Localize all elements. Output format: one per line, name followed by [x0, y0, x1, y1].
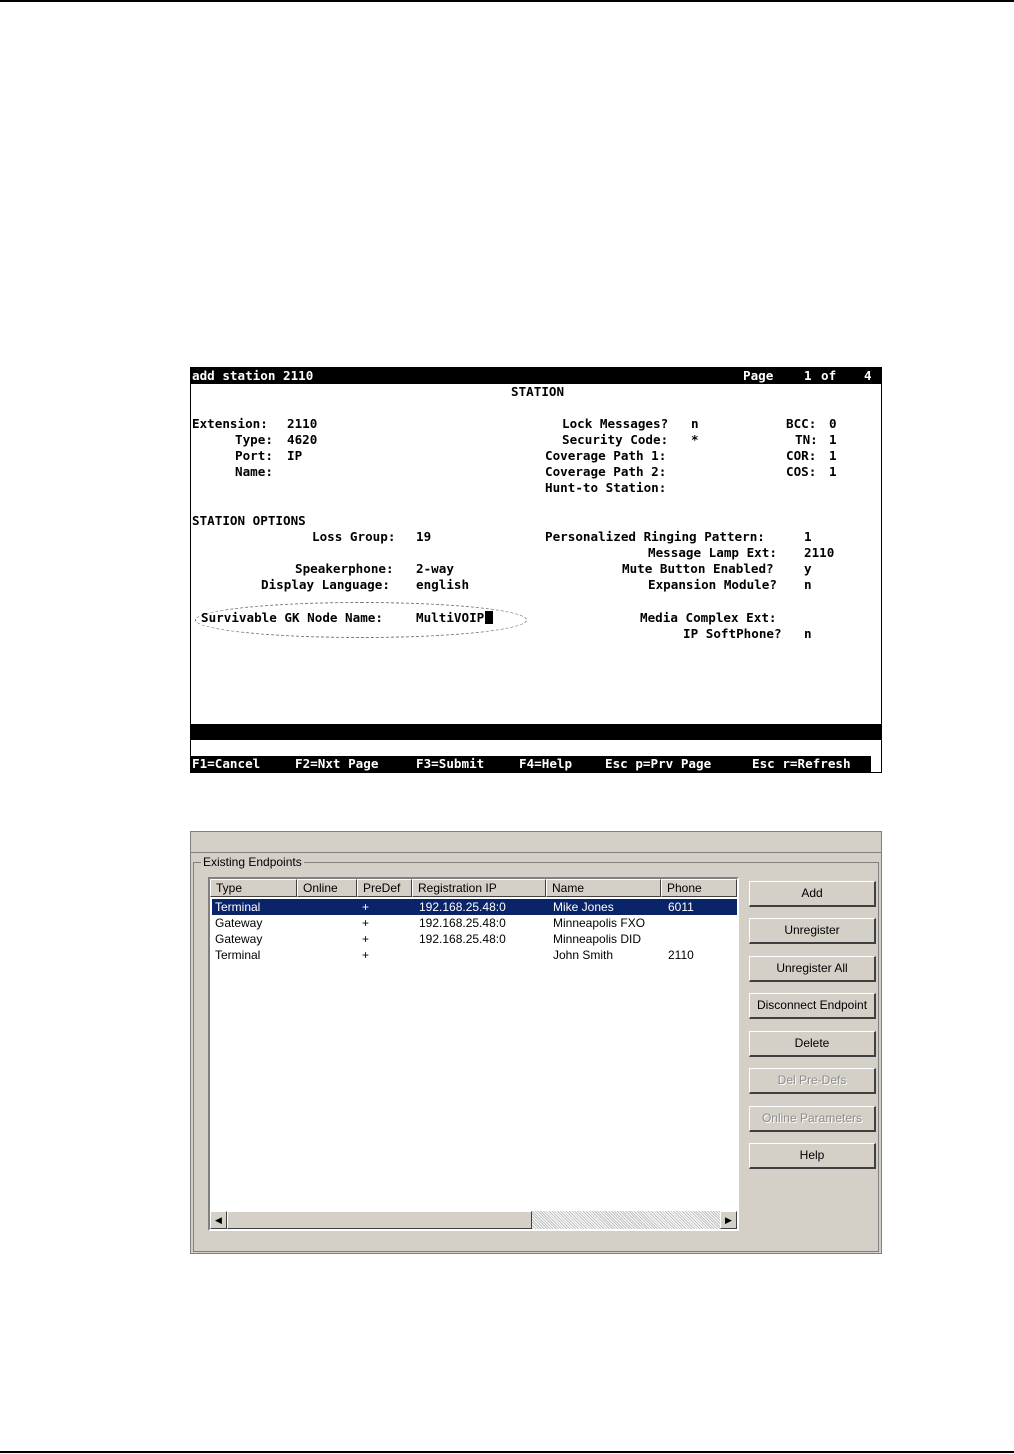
- message-lamp-label: Message Lamp Ext:: [648, 545, 777, 560]
- cell-phone: 2110: [668, 948, 694, 962]
- survivable-gk-field[interactable]: [416, 610, 493, 626]
- arrow-right-icon[interactable]: ▶: [720, 1211, 737, 1229]
- help-button[interactable]: Help: [749, 1143, 876, 1169]
- hunt-to-station-label: Hunt-to Station:: [545, 480, 667, 495]
- page-number: 1: [804, 368, 812, 383]
- security-code-field[interactable]: *: [691, 432, 699, 447]
- loss-group-field[interactable]: 19: [416, 529, 432, 544]
- name-label: Name:: [235, 464, 273, 479]
- cos-field[interactable]: 1: [829, 464, 837, 479]
- terminal-header-bar: [191, 368, 881, 384]
- column-header-type[interactable]: Type: [210, 879, 297, 897]
- mute-button-label: Mute Button Enabled?: [622, 561, 774, 576]
- list-header: [210, 879, 737, 897]
- fkey-submit[interactable]: F3=Submit: [416, 756, 485, 771]
- cor-label: COR:: [786, 448, 817, 463]
- cell-type: Terminal: [215, 948, 261, 962]
- cell-predef: +: [362, 948, 370, 962]
- fkey-refresh[interactable]: Esc r=Refresh: [752, 756, 851, 771]
- port-label: Port:: [235, 448, 273, 463]
- cell-name: Minneapolis FXO: [553, 916, 646, 930]
- column-header-name[interactable]: Name: [546, 879, 661, 897]
- cell-name: Mike Jones: [553, 900, 614, 914]
- table-row[interactable]: [212, 947, 737, 963]
- coverage-path-1-label: Coverage Path 1:: [545, 448, 667, 463]
- fkey-cancel[interactable]: F1=Cancel: [192, 756, 261, 771]
- fkey-prev-page[interactable]: Esc p=Prv Page: [605, 756, 712, 771]
- cell-predef: +: [362, 932, 370, 946]
- type-field[interactable]: 4620: [287, 432, 318, 447]
- table-row[interactable]: [212, 931, 737, 947]
- cell-registration-ip: 192.168.25.48:0: [419, 900, 506, 914]
- fkey-help[interactable]: F4=Help: [519, 756, 573, 771]
- message-lamp-field[interactable]: 2110: [804, 545, 835, 560]
- ringing-pattern-field[interactable]: 1: [804, 529, 812, 544]
- page-of: of: [821, 368, 837, 383]
- function-key-bar: [191, 756, 871, 773]
- cell-type: Gateway: [215, 932, 263, 946]
- cor-field[interactable]: 1: [829, 448, 837, 463]
- del-predefs-button[interactable]: Del Pre-Defs: [749, 1068, 876, 1094]
- cell-phone: 6011: [668, 900, 694, 914]
- endpoints-list[interactable]: [208, 877, 739, 1231]
- delete-button[interactable]: Delete: [749, 1031, 876, 1057]
- tn-field[interactable]: 1: [829, 432, 837, 447]
- cos-label: COS:: [786, 464, 817, 479]
- dialog-separator: [191, 852, 881, 853]
- expansion-module-label: Expansion Module?: [648, 577, 777, 592]
- column-header-phone[interactable]: Phone: [661, 879, 737, 897]
- fkey-next-page[interactable]: F2=Nxt Page: [295, 756, 379, 771]
- table-row[interactable]: [212, 899, 737, 915]
- expansion-module-field[interactable]: n: [804, 577, 812, 592]
- ip-softphone-label: IP SoftPhone?: [683, 626, 782, 641]
- text-cursor: [485, 611, 493, 624]
- disconnect-endpoint-button[interactable]: Disconnect Endpoint: [749, 993, 876, 1019]
- arrow-left-icon[interactable]: ◀: [210, 1211, 227, 1229]
- type-label: Type:: [235, 432, 273, 447]
- port-field[interactable]: IP: [287, 448, 303, 463]
- existing-endpoints-dialog: [190, 831, 882, 1254]
- command-line: add station 2110: [192, 368, 314, 383]
- station-options-heading: STATION OPTIONS: [192, 513, 306, 528]
- bcc-label: BCC:: [786, 416, 817, 431]
- unregister-all-button[interactable]: Unregister All: [749, 956, 876, 982]
- cell-name: John Smith: [553, 948, 614, 962]
- speakerphone-label: Speakerphone:: [295, 561, 394, 576]
- lock-messages-field[interactable]: n: [691, 416, 699, 431]
- loss-group-label: Loss Group:: [312, 529, 396, 544]
- cell-name: Minneapolis DID: [553, 932, 642, 946]
- survivable-gk-value: MultiVOIP: [416, 610, 485, 625]
- extension-field[interactable]: 2110: [287, 416, 318, 431]
- cell-predef: +: [362, 900, 370, 914]
- ringing-pattern-label: Personalized Ringing Pattern:: [545, 529, 765, 544]
- group-label: Existing Endpoints: [203, 855, 302, 869]
- column-header-registration-ip[interactable]: Registration IP: [412, 879, 546, 897]
- scroll-thumb[interactable]: [227, 1211, 532, 1229]
- survivable-gk-label: Survivable GK Node Name:: [201, 610, 383, 625]
- tn-label: TN:: [795, 432, 818, 447]
- media-complex-label: Media Complex Ext:: [640, 610, 777, 625]
- online-parameters-button[interactable]: Online Parameters: [749, 1106, 876, 1132]
- coverage-path-2-label: Coverage Path 2:: [545, 464, 667, 479]
- cell-predef: +: [362, 916, 370, 930]
- display-language-label: Display Language:: [261, 577, 390, 592]
- display-language-field[interactable]: english: [416, 577, 470, 592]
- page-bottom-rule: [0, 1451, 1014, 1453]
- security-code-label: Security Code:: [562, 432, 669, 447]
- cell-type: Terminal: [215, 900, 261, 914]
- table-row[interactable]: [212, 915, 737, 931]
- cell-type: Gateway: [215, 916, 263, 930]
- screen-title: STATION: [511, 384, 565, 399]
- mute-button-field[interactable]: y: [804, 561, 812, 576]
- page-total: 4: [864, 368, 872, 383]
- station-terminal-screen: [190, 367, 882, 773]
- cell-registration-ip: 192.168.25.48:0: [419, 932, 506, 946]
- horizontal-scrollbar[interactable]: [210, 1211, 737, 1229]
- ip-softphone-field[interactable]: n: [804, 626, 812, 641]
- cell-registration-ip: 192.168.25.48:0: [419, 916, 506, 930]
- message-bar: [191, 724, 881, 740]
- page-top-rule: [0, 0, 1014, 2]
- speakerphone-field[interactable]: 2-way: [416, 561, 454, 576]
- unregister-button[interactable]: Unregister: [749, 918, 876, 944]
- lock-messages-label: Lock Messages?: [562, 416, 669, 431]
- extension-label: Extension:: [192, 416, 268, 431]
- add-button[interactable]: Add: [749, 881, 876, 907]
- page-label: Page: [743, 368, 774, 383]
- column-header-online[interactable]: Online: [297, 879, 357, 897]
- bcc-field[interactable]: 0: [829, 416, 837, 431]
- column-header-predef[interactable]: PreDef: [357, 879, 412, 897]
